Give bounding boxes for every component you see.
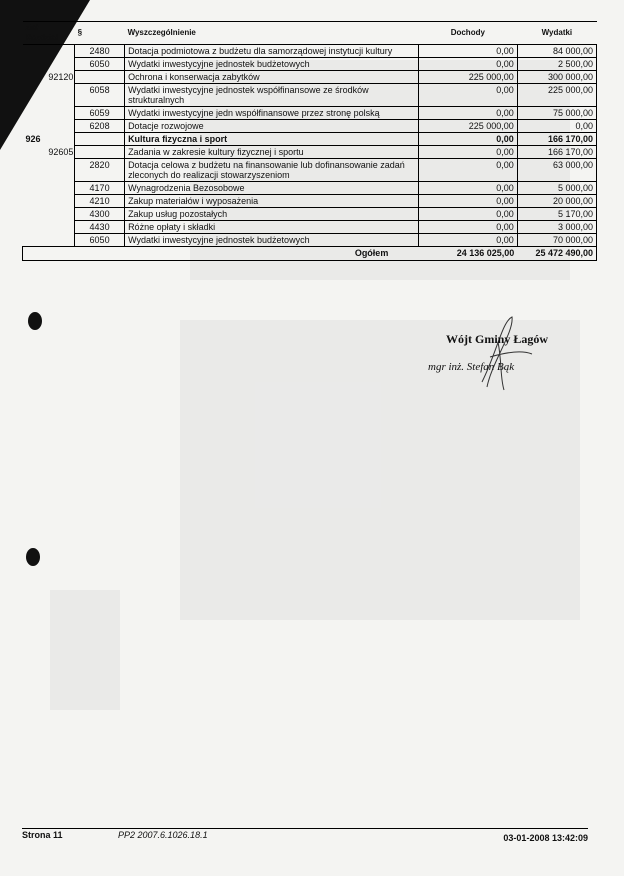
punch-hole [26,548,40,566]
cell-expenses: 225 000,00 [517,84,596,107]
cell-expenses: 5 170,00 [517,208,596,221]
table-header-row [23,22,597,45]
cell-dzial [23,120,46,133]
table-row [23,84,597,107]
cell-dzial [23,71,46,84]
cell-income: 0,00 [418,58,517,71]
total-label: Ogółem [23,247,419,261]
stamp-title: Wójt Gminy Łagów [446,332,548,346]
cell-dzial [23,159,46,182]
cell-income: 0,00 [418,107,517,120]
cell-dzial [23,107,46,120]
cell-income: 0,00 [418,234,517,247]
cell-paragraf: 4300 [75,208,125,221]
cell-expenses: 300 000,00 [517,71,596,84]
cell-dzial [23,58,46,71]
table-row [23,45,597,58]
table-row [23,208,597,221]
official-stamp [422,332,572,373]
cell-expenses: 70 000,00 [517,234,596,247]
table-row [23,195,597,208]
punch-hole [28,312,42,330]
show-through-area [50,590,120,710]
cell-dzial [23,182,46,195]
cell-income: 0,00 [418,45,517,58]
cell-rozdzial [45,159,74,182]
cell-rozdzial: 92605 [48,146,74,157]
table-row [23,58,597,71]
cell-rozdzial [45,234,74,247]
table-row [23,221,597,234]
table-row [23,234,597,247]
cell-income: 0,00 [418,208,517,221]
cell-income: 0,00 [418,195,517,208]
cell-rozdzial [45,120,74,133]
table-row [23,71,597,84]
cell-rozdzial [45,195,74,208]
cell-dzial [23,84,46,107]
cell-rozdzial [45,208,74,221]
cell-paragraf: 6050 [75,58,125,71]
cell-description: Różne opłaty i składki [125,221,419,234]
page-number: Strona 11 [22,830,63,840]
cell-description: Dotacje rozwojowe [125,120,419,133]
table-row [23,133,597,146]
cell-dzial [23,146,46,159]
cell-rozdzial [45,107,74,120]
cell-dzial: 926 [25,133,41,144]
cell-description: Zakup usług pozostałych [125,208,419,221]
header-income: Dochody [418,22,517,45]
cell-description: Wynagrodzenia Bezosobowe [125,182,419,195]
table-row [23,159,597,182]
cell-rozdzial [45,45,74,58]
footer-divider [22,828,588,829]
cell-rozdzial [45,133,74,146]
cell-paragraf [75,71,125,84]
cell-expenses: 166 170,00 [517,146,596,159]
header-paragraph: § [75,22,125,45]
cell-expenses: 20 000,00 [517,195,596,208]
cell-description: Wydatki inwestycyjne jednostek współfinansowe ze środków strukturalnych [125,84,419,107]
cell-dzial [23,208,46,221]
cell-income: 0,00 [418,182,517,195]
table-row [23,146,597,159]
cell-rozdzial [45,221,74,234]
cell-rozdzial [45,182,74,195]
cell-expenses: 0,00 [517,120,596,133]
cell-paragraf: 4430 [75,221,125,234]
cell-paragraf [75,146,125,159]
cell-description: Wydatki inwestycyjne jednostek budżetowych [125,234,419,247]
cell-paragraf: 4170 [75,182,125,195]
cell-paragraf: 2820 [75,159,125,182]
cell-description: Kultura fizyczna i sport [125,133,419,146]
cell-description: Dotacja podmiotowa z budżetu dla samorządowej instytucji kultury [125,45,419,58]
stamp-name: mgr inż. Stefan Bąk [428,361,515,373]
cell-description: Dotacja celowa z budżetu na finansowanie lub dofinansowanie zadań zleconych do realizacji stowarzyszeniom [125,159,419,182]
cell-expenses: 2 500,00 [517,58,596,71]
cell-expenses: 3 000,00 [517,221,596,234]
cell-rozdzial [45,58,74,71]
cell-income: 225 000,00 [418,71,517,84]
cell-dzial [23,195,46,208]
cell-paragraf: 6050 [75,234,125,247]
cell-paragraf: 6058 [75,84,125,107]
cell-paragraf: 6208 [75,120,125,133]
header-description: Wyszczególnienie [125,22,419,45]
cell-expenses: 166 170,00 [517,133,596,146]
total-expenses: 25 472 490,00 [517,247,596,261]
cell-income: 0,00 [418,159,517,182]
cell-expenses: 75 000,00 [517,107,596,120]
cell-expenses: 84 000,00 [517,45,596,58]
cell-rozdzial: 92120 [48,71,74,82]
total-row [23,247,597,261]
cell-paragraf: 4210 [75,195,125,208]
cell-paragraf [75,133,125,146]
header-expenses: Wydatki [517,22,596,45]
print-datetime: 03-01-2008 13:42:09 [503,833,588,843]
cell-description: Zakup materiałów i wyposażenia [125,195,419,208]
cell-income: 225 000,00 [418,120,517,133]
cell-dzial [23,234,46,247]
cell-rozdzial [45,84,74,107]
table-row [23,182,597,195]
header-dzial-rozdzial: ział Rozdział [23,22,75,45]
cell-dzial [23,221,46,234]
table-row [23,120,597,133]
document-code: PP2 2007.6.1026.18.1 [118,830,208,840]
budget-table [22,21,597,261]
cell-dzial [23,45,46,58]
cell-description: Zadania w zakresie kultury fizycznej i sportu [125,146,419,159]
cell-description: Wydatki inwestycyjne jednostek budżetowych [125,58,419,71]
cell-paragraf: 6059 [75,107,125,120]
cell-expenses: 5 000,00 [517,182,596,195]
cell-income: 0,00 [418,133,517,146]
total-income: 24 136 025,00 [418,247,517,261]
cell-description: Ochrona i konserwacja zabytków [125,71,419,84]
cell-income: 0,00 [418,221,517,234]
cell-income: 0,00 [418,146,517,159]
cell-description: Wydatki inwestycyjne jedn współfinansowe przez stronę polską [125,107,419,120]
cell-paragraf: 2480 [75,45,125,58]
cell-income: 0,00 [418,84,517,107]
cell-expenses: 63 000,00 [517,159,596,182]
table-row [23,107,597,120]
